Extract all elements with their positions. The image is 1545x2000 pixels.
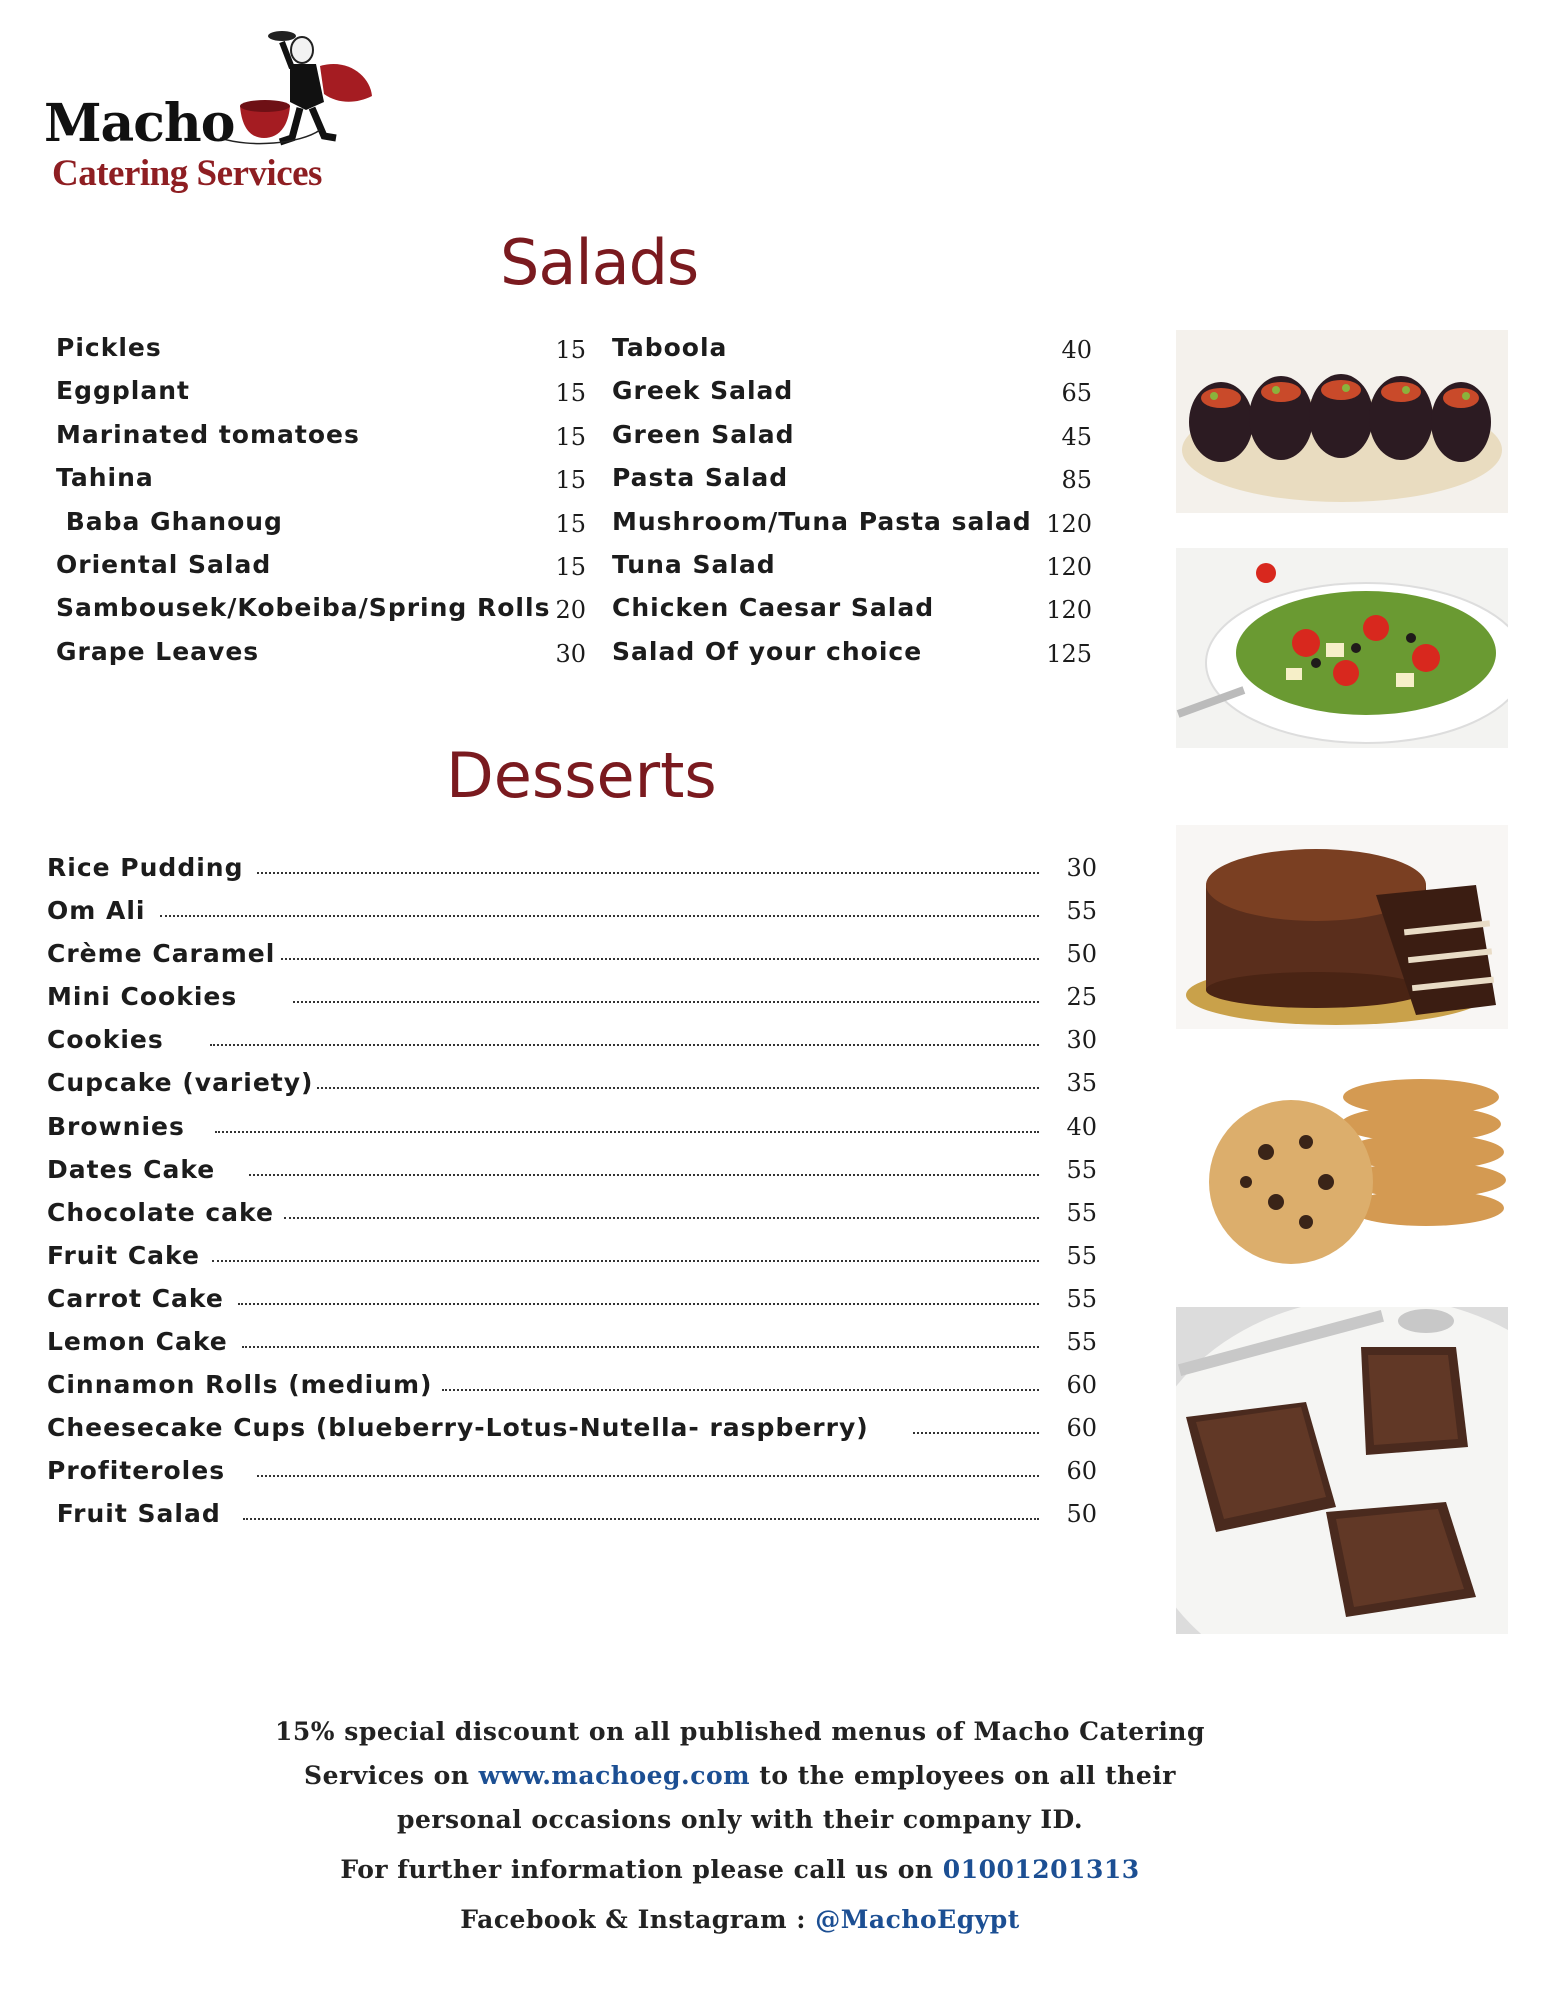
item-name: Grape Leaves: [56, 636, 260, 666]
list-item: [47, 1105, 1097, 1148]
item-name: Eggplant: [56, 376, 190, 406]
item-price: 50: [1066, 940, 1097, 969]
item-name: Pickles: [56, 333, 162, 362]
dotted-leader: [317, 1087, 1039, 1089]
item-price: 60: [1066, 1371, 1097, 1400]
item-name: Brownies: [47, 1111, 185, 1141]
list-item: [56, 369, 586, 412]
item-name: Cheesecake Cups (blueberry-Lotus-Nutella- raspberry): [47, 1413, 869, 1443]
list-item: [47, 1148, 1097, 1191]
dotted-leader: [160, 915, 1040, 917]
phone-number[interactable]: 01001201313: [942, 1855, 1140, 1884]
dotted-leader: [242, 1346, 1039, 1348]
list-item: [612, 630, 1092, 673]
discount-line-2-post: to the employees on all their: [750, 1761, 1176, 1790]
dotted-leader: [210, 1044, 1039, 1046]
item-price: 55: [1066, 1284, 1097, 1313]
item-name: Greek Salad: [612, 376, 794, 406]
list-item: [56, 586, 586, 629]
list-item: [47, 975, 1097, 1018]
item-price: 15: [555, 379, 586, 408]
item-price: 60: [1066, 1457, 1097, 1486]
item-price: 55: [1066, 1155, 1097, 1184]
discount-line-3: personal occasions only with their company ID.: [396, 1805, 1084, 1834]
item-price: 15: [555, 336, 586, 364]
item-name: Tuna Salad: [612, 549, 776, 579]
item-name: Lemon Cake: [47, 1327, 228, 1357]
item-name: Mushroom/Tuna Pasta salad: [612, 506, 1032, 536]
item-name: Mini Cookies: [47, 982, 238, 1012]
brand-logo: [40, 20, 380, 200]
dotted-leader: [257, 872, 1039, 874]
item-price: 15: [555, 552, 586, 581]
item-price: 35: [1066, 1069, 1097, 1098]
brand-name: Macho: [44, 93, 235, 154]
list-item: [56, 543, 586, 586]
list-item: [56, 456, 586, 499]
item-price: 55: [1066, 897, 1097, 926]
list-item: [47, 1277, 1097, 1320]
list-item: [47, 932, 1097, 975]
dotted-leader: [257, 1475, 1039, 1477]
dotted-leader: [243, 1518, 1039, 1520]
item-name: Sambousek/Kobeiba/Spring Rolls: [56, 593, 551, 623]
stuffed-eggplant-photo: [1176, 330, 1508, 513]
list-item: [56, 630, 586, 673]
item-name: Chicken Caesar Salad: [612, 593, 935, 623]
list-item: [47, 1061, 1097, 1104]
item-price: 40: [1061, 336, 1092, 364]
item-price: 65: [1061, 379, 1092, 408]
item-name: Dates Cake: [47, 1154, 216, 1184]
item-name: Cinnamon Rolls (medium): [47, 1370, 433, 1400]
salads-left-list: [56, 326, 586, 673]
chocolate-cake-photo: [1176, 825, 1508, 1029]
item-price: 60: [1066, 1414, 1097, 1443]
social-line: [260, 1898, 1220, 1942]
item-name: Cookies: [47, 1025, 164, 1055]
item-price: 30: [1066, 854, 1097, 882]
item-price: 15: [555, 466, 586, 495]
brownies-photo: [1176, 1307, 1508, 1634]
list-item: [47, 1320, 1097, 1363]
item-price: 30: [555, 639, 586, 668]
item-price: 55: [1066, 1328, 1097, 1357]
item-name: Crème Caramel: [47, 939, 276, 969]
call-line: [260, 1848, 1220, 1892]
item-price: 30: [1066, 1026, 1097, 1055]
list-item: [612, 369, 1092, 412]
item-name: Fruit Salad: [47, 1499, 221, 1529]
list-item: [612, 413, 1092, 456]
greek-salad-photo: [1176, 548, 1508, 748]
item-price: 15: [555, 509, 586, 538]
item-price: 120: [1046, 552, 1092, 581]
item-name: Marinated tomatoes: [56, 419, 360, 449]
waiter-carrying-tray-icon: [220, 20, 380, 160]
item-name: Fruit Cake: [47, 1240, 200, 1270]
dotted-leader: [249, 1174, 1039, 1176]
dotted-leader: [215, 1131, 1039, 1133]
item-price: 40: [1066, 1112, 1097, 1141]
item-price: 15: [555, 422, 586, 451]
footer-info: [260, 1710, 1220, 1942]
item-name: Profiteroles: [47, 1456, 226, 1486]
item-price: 85: [1061, 466, 1092, 495]
list-item: [612, 586, 1092, 629]
list-item: [612, 543, 1092, 586]
call-text: For further information please call us on: [340, 1855, 943, 1884]
dotted-leader: [293, 1001, 1039, 1003]
desserts-title: Desserts: [446, 739, 717, 812]
list-item: [47, 846, 1097, 889]
discount-line-2-pre: Services on: [304, 1761, 479, 1790]
list-item: [56, 413, 586, 456]
list-item: [56, 326, 586, 369]
item-price: 20: [555, 596, 586, 625]
item-name: Green Salad: [612, 419, 795, 449]
brand-subtitle: Catering Services: [52, 153, 322, 194]
dotted-leader: [284, 1217, 1039, 1219]
item-price: 120: [1046, 596, 1092, 625]
dotted-leader: [238, 1303, 1039, 1305]
salads-title: Salads: [500, 226, 699, 299]
item-name: Taboola: [612, 333, 728, 362]
item-price: 45: [1061, 422, 1092, 451]
item-name: Salad Of your choice: [612, 636, 923, 666]
dotted-leader: [281, 958, 1039, 960]
item-name: Oriental Salad: [56, 549, 272, 579]
item-name: Tahina: [56, 463, 154, 493]
social-handle[interactable]: @MachoEgypt: [815, 1905, 1020, 1934]
discount-line-1: 15% special discount on all published menus of Macho Catering: [275, 1717, 1205, 1746]
item-price: 120: [1046, 509, 1092, 538]
item-name: Baba Ghanoug: [56, 506, 283, 536]
list-item: [47, 1406, 1097, 1449]
item-price: 55: [1066, 1241, 1097, 1270]
list-item: [56, 500, 586, 543]
list-item: [47, 1492, 1097, 1535]
item-price: 55: [1066, 1198, 1097, 1227]
item-price: 25: [1066, 983, 1097, 1012]
list-item: [47, 1234, 1097, 1277]
item-price: 50: [1066, 1500, 1097, 1529]
cookies-photo: [1176, 1062, 1508, 1272]
list-item: [47, 889, 1097, 932]
list-item: [612, 500, 1092, 543]
list-item: [612, 456, 1092, 499]
dotted-leader: [442, 1389, 1039, 1391]
website-link[interactable]: www.machoeg.com: [478, 1761, 751, 1790]
dotted-leader: [913, 1432, 1039, 1434]
discount-line-2: [260, 1754, 1220, 1798]
item-name: Chocolate cake: [47, 1197, 274, 1227]
item-name: Cupcake (variety): [47, 1068, 314, 1098]
item-name: Rice Pudding: [47, 853, 244, 882]
desserts-list: [47, 846, 1097, 1536]
item-name: Carrot Cake: [47, 1283, 224, 1313]
list-item: [47, 1449, 1097, 1492]
salads-right-list: [612, 326, 1092, 673]
dotted-leader: [212, 1260, 1039, 1262]
list-item: [612, 326, 1092, 369]
list-item: [47, 1363, 1097, 1406]
list-item: [47, 1191, 1097, 1234]
list-item: [47, 1018, 1097, 1061]
item-name: Pasta Salad: [612, 463, 789, 493]
item-price: 125: [1046, 639, 1092, 668]
social-text: Facebook & Instagram :: [460, 1905, 816, 1934]
item-name: Om Ali: [47, 896, 146, 926]
